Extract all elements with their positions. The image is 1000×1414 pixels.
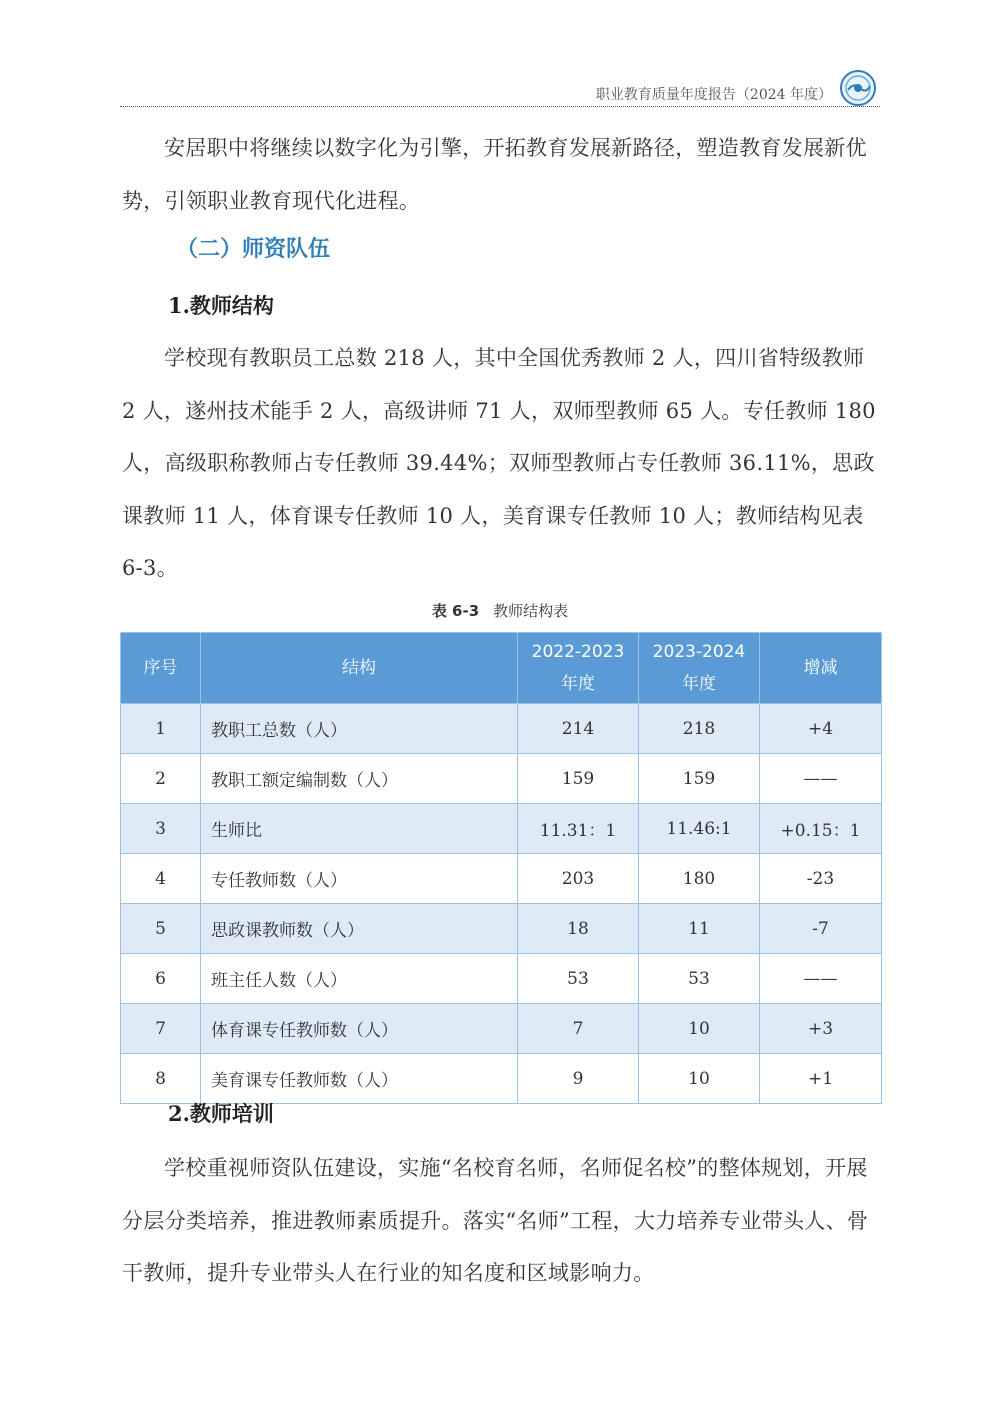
table-cell: +0.15：1	[760, 804, 882, 854]
table-row	[121, 854, 882, 904]
structure-paragraph: 学校现有教职员工总数 218 人，其中全国优秀教师 2 人，四川省特级教师 2 人，遂州技术能手 2 人，高级讲师 71 人，双师型教师 65 人。专任教师 180 人，高级职称教师占专任教师 39.44%；双师型教师占专任教师 36.11%，思政课教师 11 人，体育课专任教师 10 人，美育课专任教师 10 人；教师结构见表 6-3。	[122, 346, 876, 580]
table-cell: 4	[121, 854, 201, 904]
table-cell: 3	[121, 804, 201, 854]
table-row	[121, 804, 882, 854]
table-cell: 教职工总数（人）	[201, 704, 518, 754]
header-title: 职业教育质量年度报告（2024 年度）	[595, 87, 832, 103]
table-cell: 8	[121, 1054, 201, 1104]
table-cell: 体育课专任教师数（人）	[201, 1004, 518, 1054]
header-cell: 增减	[760, 633, 882, 704]
table-cell: 思政课教师数（人）	[201, 904, 518, 954]
table-cell: ——	[760, 754, 882, 804]
table-row	[121, 954, 882, 1004]
table-cell: 生师比	[201, 804, 518, 854]
table-row	[121, 1054, 882, 1104]
table-cell: 专任教师数（人）	[201, 854, 518, 904]
table-cell: 11	[639, 904, 760, 954]
table-cell: 218	[639, 704, 760, 754]
table-cell: 6	[121, 954, 201, 1004]
teacher-structure-table	[120, 632, 882, 1104]
school-seal-icon	[840, 70, 876, 106]
table-cell: 180	[639, 854, 760, 904]
table-cell: 53	[518, 954, 639, 1004]
intro-paragraph: 安居职中将继续以数字化为引擎，开拓教育发展新路径，塑造教育发展新优势，引领职业教育现代化进程。	[122, 136, 867, 213]
table-cell: -7	[760, 904, 882, 954]
table-number: 表 6-3	[431, 602, 480, 620]
header-cell: 2022-2023 年度	[518, 633, 639, 704]
table-cell: 10	[639, 1004, 760, 1054]
table-cell: 美育课专任教师数（人）	[201, 1054, 518, 1104]
header-cell: 序号	[121, 633, 201, 704]
table-cell: 教职工额定编制数（人）	[201, 754, 518, 804]
page-header	[120, 70, 880, 107]
table-cell: 203	[518, 854, 639, 904]
subsection-title-training: 2.教师培训	[168, 1101, 274, 1126]
subsection-title-structure: 1.教师结构	[168, 293, 274, 318]
table-cell: 159	[639, 754, 760, 804]
section-title: （二）师资队伍	[176, 237, 331, 262]
table-cell: 18	[518, 904, 639, 954]
table-cell: +4	[760, 704, 882, 754]
table-caption-text: 教师结构表	[493, 602, 569, 620]
table-cell: 11.31：1	[518, 804, 639, 854]
header-cell: 结构	[201, 633, 518, 704]
training-paragraph: 学校重视师资队伍建设，实施“名校育名师，名师促名校”的整体规划，开展分层分类培养，推进教师素质提升。落实“名师”工程，大力培养专业带头人、骨干教师，提升专业带头人在行业的知名度和区域影响力。	[122, 1156, 869, 1285]
table-cell: 11.46:1	[639, 804, 760, 854]
table-cell: +3	[760, 1004, 882, 1054]
table-cell: 214	[518, 704, 639, 754]
table-row	[121, 1004, 882, 1054]
table-header-row	[121, 633, 882, 704]
header-cell: 2023-2024 年度	[639, 633, 760, 704]
table-cell: 159	[518, 754, 639, 804]
table-cell: +1	[760, 1054, 882, 1104]
table-cell: 9	[518, 1054, 639, 1104]
table-cell: 1	[121, 704, 201, 754]
table-cell: 2	[121, 754, 201, 804]
table-cell: 10	[639, 1054, 760, 1104]
table-caption	[0, 600, 1000, 621]
table-row	[121, 704, 882, 754]
table-cell: 5	[121, 904, 201, 954]
table-row	[121, 754, 882, 804]
table-cell: 53	[639, 954, 760, 1004]
table-cell: ——	[760, 954, 882, 1004]
table-cell: 班主任人数（人）	[201, 954, 518, 1004]
table-cell: 7	[121, 1004, 201, 1054]
table-cell: 7	[518, 1004, 639, 1054]
table-row	[121, 904, 882, 954]
table-cell: -23	[760, 854, 882, 904]
